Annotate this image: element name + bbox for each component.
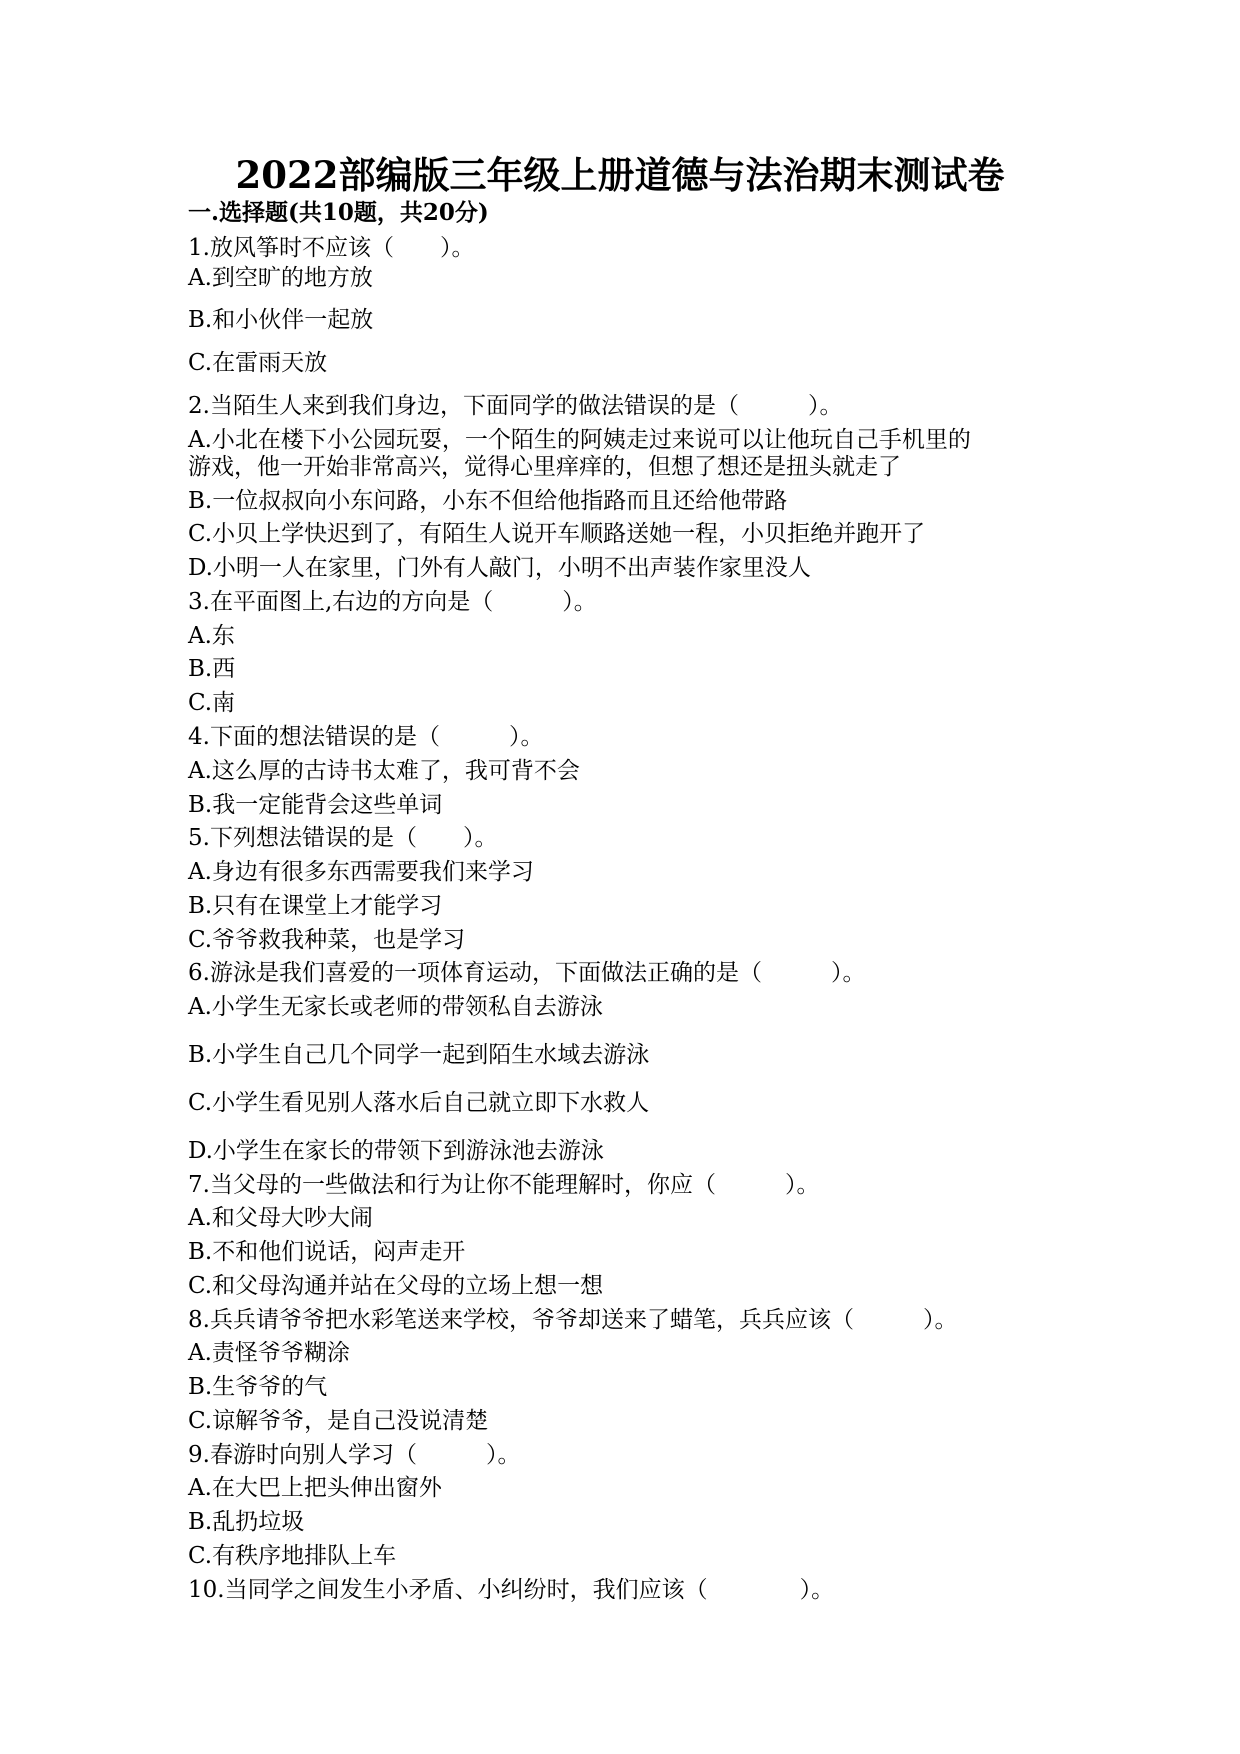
question-6-option-b: B.小学生自己几个同学一起到陌生水域去游泳 bbox=[188, 1042, 650, 1068]
question-8-option-b: B.生爷爷的气 bbox=[188, 1374, 328, 1400]
question-4-stem: 4.下面的想法错误的是（ ）。 bbox=[188, 724, 544, 750]
question-9-stem: 9.春游时向别人学习（ ）。 bbox=[188, 1442, 521, 1468]
question-4-option-b: B.我一定能背会这些单词 bbox=[188, 792, 443, 818]
question-9-option-c: C.有秩序地排队上车 bbox=[188, 1543, 397, 1569]
question-2-option-b: B.一位叔叔向小东问路，小东不但给他指路而且还给他带路 bbox=[188, 488, 788, 514]
question-5-option-b: B.只有在课堂上才能学习 bbox=[188, 893, 443, 919]
question-8-option-c: C.谅解爷爷，是自己没说清楚 bbox=[188, 1408, 489, 1434]
question-7-option-b: B.不和他们说话，闷声走开 bbox=[188, 1239, 466, 1265]
question-3-option-b: B.西 bbox=[188, 656, 236, 682]
question-5-stem: 5.下列想法错误的是（ ）。 bbox=[188, 825, 498, 851]
question-4-option-a: A.这么厚的古诗书太难了，我可背不会 bbox=[188, 758, 580, 784]
question-8-option-a: A.责怪爷爷糊涂 bbox=[188, 1340, 350, 1366]
question-5-option-c: C.爷爷救我种菜，也是学习 bbox=[188, 927, 466, 953]
question-2-option-a-line-1: A.小北在楼下小公园玩耍，一个陌生的阿姨走过来说可以让他玩自己手机里的 bbox=[188, 427, 971, 453]
question-2-option-c: C.小贝上学快迟到了，有陌生人说开车顺路送她一程，小贝拒绝并跑开了 bbox=[188, 521, 926, 547]
question-1-option-a: A.到空旷的地方放 bbox=[188, 265, 373, 291]
question-7-option-c: C.和父母沟通并站在父母的立场上想一想 bbox=[188, 1273, 604, 1299]
question-8-stem: 8.兵兵请爷爷把水彩笔送来学校，爷爷却送来了蜡笔，兵兵应该（ ）。 bbox=[188, 1307, 958, 1333]
question-1-option-c: C.在雷雨天放 bbox=[188, 350, 328, 376]
question-9-option-a: A.在大巴上把头伸出窗外 bbox=[188, 1475, 442, 1501]
question-2-stem: 2.当陌生人来到我们身边，下面同学的做法错误的是（ ）。 bbox=[188, 393, 843, 419]
question-2-option-a-line-2: 游戏，他一开始非常高兴，觉得心里痒痒的，但想了想还是扭头就走了 bbox=[188, 454, 901, 480]
question-3-stem: 3.在平面图上,右边的方向是（ ）。 bbox=[188, 589, 597, 615]
question-7-option-a: A.和父母大吵大闹 bbox=[188, 1205, 373, 1231]
question-10-stem: 10.当同学之间发生小矛盾、小纠纷时，我们应该（ ）。 bbox=[188, 1577, 835, 1603]
page-title: 2022部编版三年级上册道德与法治期末测试卷 bbox=[235, 153, 1005, 197]
question-6-option-c: C.小学生看见别人落水后自己就立即下水救人 bbox=[188, 1090, 650, 1116]
question-9-option-b: B.乱扔垃圾 bbox=[188, 1509, 305, 1535]
question-3-option-a: A.东 bbox=[188, 623, 235, 649]
question-2-option-d: D.小明一人在家里，门外有人敲门，小明不出声装作家里没人 bbox=[188, 555, 811, 581]
section-heading: 一.选择题(共10题，共20分) bbox=[188, 199, 489, 226]
question-7-stem: 7.当父母的一些做法和行为让你不能理解时，你应（ ）。 bbox=[188, 1172, 820, 1198]
question-6-option-a: A.小学生无家长或老师的带领私自去游泳 bbox=[188, 994, 603, 1020]
question-3-option-c: C.南 bbox=[188, 690, 236, 716]
question-1-stem: 1.放风筝时不应该（ ）。 bbox=[188, 235, 475, 261]
question-6-option-d: D.小学生在家长的带领下到游泳池去游泳 bbox=[188, 1138, 604, 1164]
question-5-option-a: A.身边有很多东西需要我们来学习 bbox=[188, 859, 534, 885]
question-6-stem: 6.游泳是我们喜爱的一项体育运动，下面做法正确的是（ ）。 bbox=[188, 960, 866, 986]
question-1-option-b: B.和小伙伴一起放 bbox=[188, 307, 374, 333]
